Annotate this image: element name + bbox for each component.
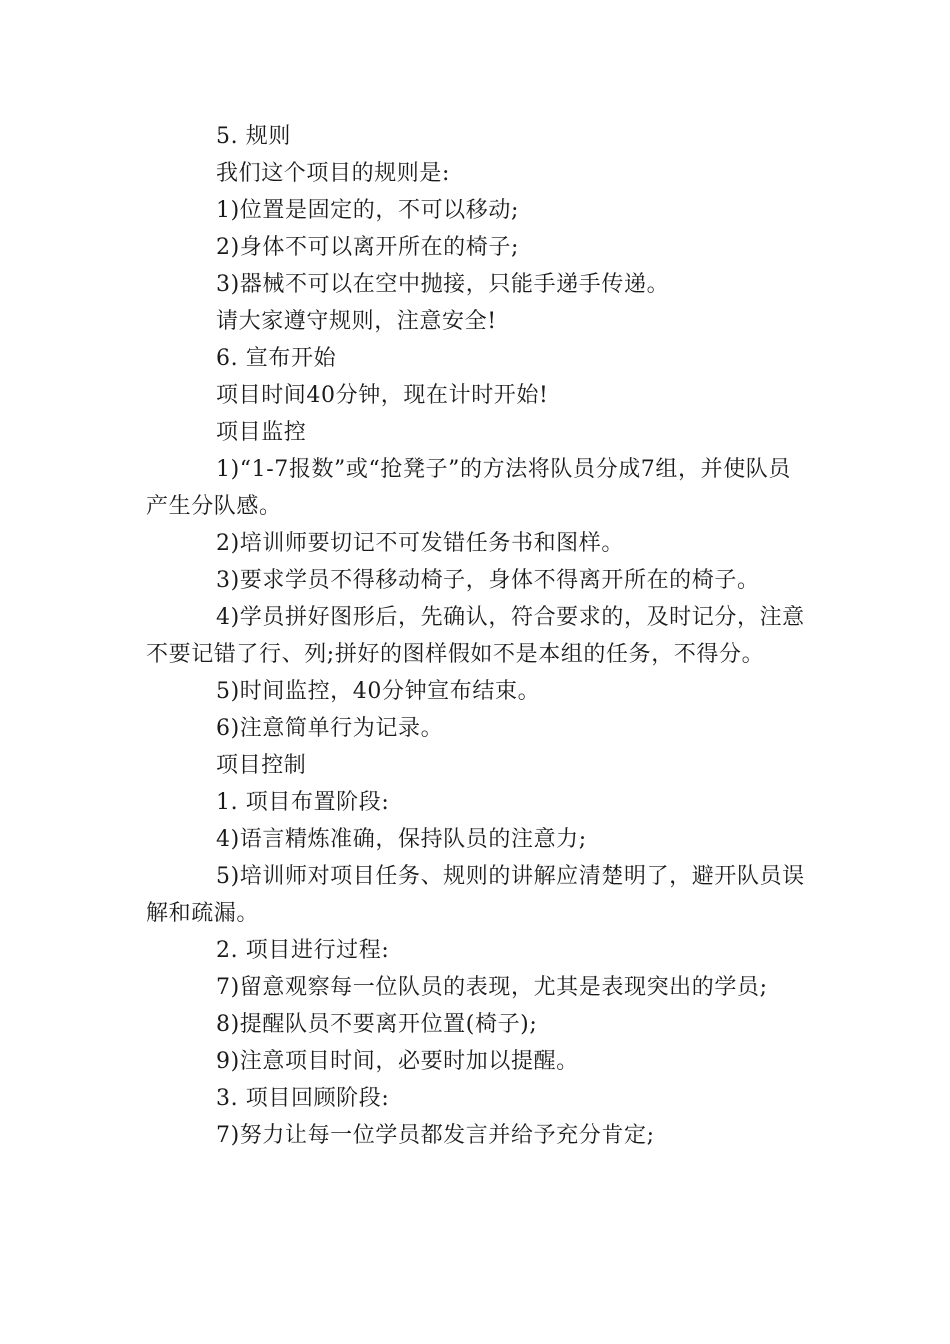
section-heading-start: 6. 宣布开始 <box>216 346 337 371</box>
control-item: 4)语言精炼准确，保持队员的注意力; <box>216 827 587 852</box>
subsection-heading: 1. 项目布置阶段: <box>216 790 390 815</box>
control-item: 5)培训师对项目任务、规则的讲解应清楚明了，避开队员误解和疏漏。 <box>146 864 805 926</box>
subsection-heading: 2. 项目进行过程: <box>216 938 390 963</box>
monitoring-item: 6)注意简单行为记录。 <box>216 716 444 741</box>
monitoring-item: 4)学员拼好图形后，先确认，符合要求的，及时记分，注意不要记错了行、列;拼好的图样假如不是本组的任务，不得分。 <box>146 605 805 667</box>
section-heading-monitoring: 项目监控 <box>216 420 307 445</box>
rule-item: 1)位置是固定的，不可以移动; <box>216 198 519 223</box>
paragraph: 请大家遵守规则，注意安全! <box>216 309 497 334</box>
section-heading-control: 项目控制 <box>216 753 307 778</box>
paragraph: 项目时间40分钟，现在计时开始! <box>216 383 549 408</box>
control-item: 7)留意观察每一位队员的表现，尤其是表现突出的学员; <box>216 975 768 1000</box>
document-body <box>146 118 808 1154</box>
control-item: 9)注意项目时间，必要时加以提醒。 <box>216 1049 579 1074</box>
rule-item: 2)身体不可以离开所在的椅子; <box>216 235 519 260</box>
monitoring-item: 3)要求学员不得移动椅子，身体不得离开所在的椅子。 <box>216 568 760 593</box>
paragraph: 我们这个项目的规则是: <box>216 161 451 186</box>
rule-item: 3)器械不可以在空中抛接，只能手递手传递。 <box>216 272 670 297</box>
monitoring-item: 2)培训师要切记不可发错任务书和图样。 <box>216 531 624 556</box>
monitoring-item: 5)时间监控，40分钟宣布结束。 <box>216 679 541 704</box>
subsection-heading: 3. 项目回顾阶段: <box>216 1086 390 1111</box>
monitoring-item: 1)“1-7报数”或“抢凳子”的方法将队员分成7组，并使队员产生分队感。 <box>146 457 791 519</box>
control-item: 7)努力让每一位学员都发言并给予充分肯定; <box>216 1123 655 1148</box>
section-heading-rules: 5. 规则 <box>216 124 291 149</box>
control-item: 8)提醒队员不要离开位置(椅子); <box>216 1012 538 1037</box>
